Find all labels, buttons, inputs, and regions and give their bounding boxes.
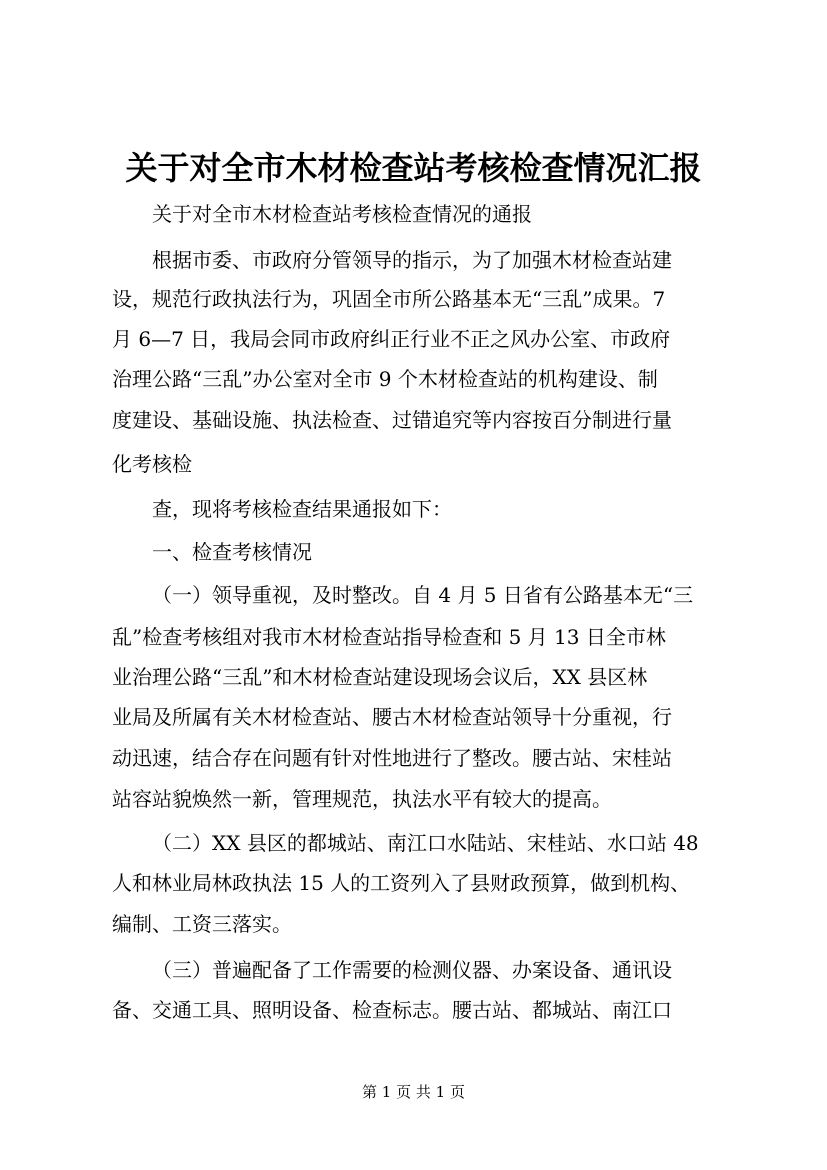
paragraph-line: 度建设、基础设施、执法检查、过错追究等内容按百分制进行量 (112, 408, 672, 432)
paragraph-line: 化考核检 (112, 452, 192, 476)
subtitle-line: 关于对全市木材检查站考核检查情况的通报 (152, 202, 532, 226)
paragraph-line: 人和林业局林政执法 15 人的工资列入了县财政预算，做到机构、 (112, 871, 691, 895)
paragraph-line: 站容站貌焕然一新，管理规范，执法水平有较大的提高。 (112, 787, 612, 811)
paragraph-line: 业治理公路“三乱”和木材检查站建设现场会议后，XX 县区林 (112, 665, 648, 689)
paragraph-line: （一）领导重视，及时整改。自 4 月 5 日省有公路基本无“三 (152, 583, 694, 607)
section-heading: 一、检查考核情况 (152, 540, 312, 564)
paragraph-line: 乱”检查考核组对我市木材检查站指导检查和 5 月 13 日全市林 (112, 625, 666, 649)
paragraph-line: 月 6—7 日，我局会同市政府纠正行业不正之风办公室、市政府 (112, 327, 671, 351)
paragraph-line: 查，现将考核检查结果通报如下： (152, 497, 452, 521)
paragraph-line: 业局及所属有关木材检查站、腰古木材检查站领导十分重视，行 (112, 705, 672, 729)
paragraph-line: 设，规范行政执法行为，巩固全市所公路基本无“三乱”成果。7 (112, 287, 666, 311)
paragraph-line: 根据市委、市政府分管领导的指示，为了加强木材检查站建 (152, 248, 672, 272)
paragraph-line: （二）XX 县区的都城站、南江口水陆站、宋桂站、水口站 48 (152, 831, 699, 855)
paragraph-line: 动迅速，结合存在问题有针对性地进行了整改。腰古站、宋桂站 (112, 746, 672, 770)
page-footer: 第 1 页 共 1 页 (362, 1083, 465, 1101)
paragraph-line: 治理公路“三乱”办公室对全市 9 个木材检查站的机构建设、制 (112, 367, 658, 391)
paragraph-line: 编制、工资三落实。 (112, 912, 292, 936)
document-title: 关于对全市木材检查站考核检查情况汇报 (125, 149, 702, 187)
paragraph-line: （三）普遍配备了工作需要的检测仪器、办案设备、通讯设 (152, 958, 672, 982)
paragraph-line: 备、交通工具、照明设备、检查标志。腰古站、都城站、南江口 (112, 998, 672, 1022)
